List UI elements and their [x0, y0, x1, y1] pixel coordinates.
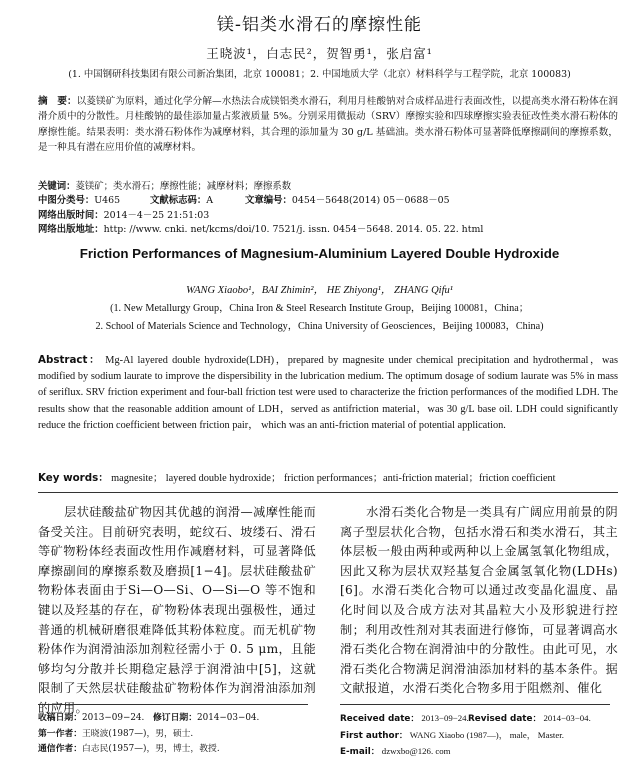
chinese-keywords-text: 菱镁矿；类水滑石；摩擦性能；减摩材料；摩擦系数 — [75, 181, 292, 192]
revised-value-en: 2014−03−04. — [543, 713, 591, 723]
body-right-text: 水滑石类化合物是一类具有广阔应用前景的阴离子型层状化合物，包括水滑石和类水滑石，其主体层板一般由两种或两种以上金属氢氧化物组成，因此又称为层状双羟基复合金属氢氧化物(LDHs)[6]。水滑石类化合物可以通过改变晶化温度、晶化时间以及合成方法对其晶粒大小及形貌进行控制；利用改性剂对其表面进行修饰，可显著调高水滑石类化合物在润滑油中的分散性。由此可见，水滑石类化合物满足润滑油添加材料的基本条件。据文献报道，水滑石类化合物多用于阻燃剂、催化 — [340, 505, 618, 696]
first-author-value-en: WANG Xiaobo (1987—)， male， Master. — [409, 729, 564, 740]
chinese-keywords-label: 关键词： — [38, 181, 76, 192]
pub-date-row — [38, 209, 628, 223]
footnote-english — [340, 711, 610, 761]
english-affiliation — [0, 300, 639, 336]
pub-date-value: 2014－4－25 21:51:03 — [103, 209, 210, 221]
english-keywords-text: magnesite； layered double hydroxide； friction performances；anti-friction material；friction coefficient — [111, 473, 556, 484]
chinese-abstract — [38, 94, 618, 155]
chinese-title: 镁-铝类水滑石的摩擦性能 — [216, 15, 423, 35]
received-value-en: 2013−09−24. — [421, 713, 469, 723]
chinese-affiliation: (1. 中国钢研科技集团有限公司新冶集团，北京 100081；2. 中国地质大学（北京）材料科学与工程学院，北京 100083) — [68, 69, 571, 80]
pub-date-label: 网络出版时间： — [38, 209, 104, 221]
classification-row — [38, 194, 628, 208]
first-author-en — [340, 728, 610, 745]
english-affiliation-1: (1. New Metallurgy Group，China Iron & Steel Research Institute Group，Beijing 100081，China； — [110, 303, 529, 314]
chinese-abstract-label: 摘 要： — [38, 96, 77, 107]
footnote-dates-zh — [38, 711, 308, 727]
english-affiliation-2: 2. School of Materials Science and Technology，China University of Geosciences，Beijing 100083，China) — [95, 321, 544, 332]
received-label-en: Received date： — [340, 714, 420, 724]
english-authors: WANG Xiaobo¹，BAI Zhimin²， HE Zhiyong¹， ZHANG Qifu¹ — [186, 285, 453, 296]
chinese-keywords — [38, 180, 628, 194]
revised-label-en: Revised date： — [468, 714, 542, 724]
doc-code-value: A — [206, 195, 214, 207]
footnote-divider-left — [38, 704, 308, 705]
body-left-column — [38, 503, 316, 719]
first-author-label-zh: 第一作者： — [38, 728, 82, 739]
email-en — [340, 744, 610, 761]
chinese-metadata — [38, 180, 628, 238]
footnote-divider-right — [340, 704, 610, 705]
chinese-abstract-text: 以菱镁矿为原料，通过化学分解—水热法合成镁铝类水滑石，利用月桂酸钠对合成样品进行表面改性，以提高类水滑石粉体在润滑介质中的分散性。月桂酸钠的最佳添加量占浆液质量 5%。分别采用微振动（SRV）摩擦实验和四球摩擦实验表征改性类水滑石粉体的摩擦性能。结果表明：类水滑石粉体作为减摩材料，其合理的添加量为 30 g/L 基础油。类水滑石粉体可显著降低摩擦副间的摩擦系数，是一种具有潜在应用价值的减摩材料。 — [38, 96, 618, 153]
email-value-en[interactable]: dzwxbo@126. com — [381, 746, 451, 756]
english-title: Friction Performances of Magnesium-Aluminium Layered Double Hydroxide — [79, 246, 560, 261]
body-right-column — [340, 503, 618, 699]
pub-url-value[interactable]: http: //www. cnki. net/kcms/doi/10. 7521/j. issn. 0454－5648. 2014. 05. 22. html — [103, 224, 484, 236]
article-no-value: 0454－5648(2014) 05－0688－05 — [291, 195, 450, 207]
pub-url-row — [38, 223, 628, 237]
english-keywords-label: Key words： — [38, 472, 109, 484]
english-keywords — [38, 470, 618, 487]
email-label-en: E-mail： — [340, 747, 380, 757]
pub-url-label: 网络出版地址： — [38, 224, 104, 236]
doc-code-label: 文献标志码： — [150, 195, 207, 207]
revised-label-zh: 修订日期： — [153, 713, 197, 723]
footnote-dates-en — [340, 711, 610, 728]
english-abstract-label: Abstract： — [38, 354, 102, 366]
chinese-authors: 王晓波¹，白志民²，贺智勇¹，张启富¹ — [206, 46, 433, 61]
footnote-chinese — [38, 711, 308, 758]
received-value-zh: 2013−09−24. — [82, 713, 145, 723]
clc-value: U465 — [94, 195, 121, 207]
revised-value-zh: 2014−03−04. — [197, 713, 260, 723]
body-left-text: 层状硅酸盐矿物因其优越的润滑—减摩性能而备受关注。目前研究表明，蛇纹石、坡缕石、滑石等矿物粉体经表面改性用作减磨材料，可显著降低摩擦副间的摩擦系数及磨损[1−4]。层状硅酸盐矿物粉体表面由于Si—O—Si、O—Si—O 等不饱和键以及羟基的存在，矿物粉体表现出强极性，通过普通的机械研磨很难降低其粉体粒度。而无机矿物粉体作为润滑油添加剂粒径需小于 0. 5 μm，且能够均匀分散并长期稳定悬浮于润滑油中[5]，这就限制了天然层状硅酸盐矿物粉体作为润滑油添加剂的应用。 — [38, 505, 316, 715]
english-abstract-text: Mg-Al layered double hydroxide(LDH)，prepared by magnesite under chemical precipitation and hydrothermal，was modified by sodium laurate to improve the dispersibility in the lubrication medium. The optimum dosage of sodium laurate was 5% in mass of seriflux. SRV friction experiment and four-ball friction test were used to characterize the friction performances of the modified LDH. The results show that the reasonable addition amount of LDH，served as antifriction material，was 30 g/L base oil. LDH could significantly reduce the friction coefficient between friction pair， which was an anti-friction material of potential application. — [38, 355, 618, 431]
received-label-zh: 收稿日期： — [38, 713, 82, 723]
corresponding-author-zh — [38, 742, 308, 758]
corresponding-value-zh: 白志民(1957—)，男，博士，教授. — [82, 744, 220, 754]
article-no-label: 文章编号： — [245, 195, 292, 207]
first-author-label-en: First author： — [340, 730, 408, 741]
first-author-value-zh: 王晓波(1987—)，男，硕士. — [82, 728, 194, 739]
first-author-zh — [38, 727, 308, 743]
english-abstract — [38, 352, 618, 434]
clc-label: 中图分类号： — [38, 195, 95, 207]
header-divider — [38, 492, 618, 493]
corresponding-label-zh: 通信作者： — [38, 744, 82, 754]
